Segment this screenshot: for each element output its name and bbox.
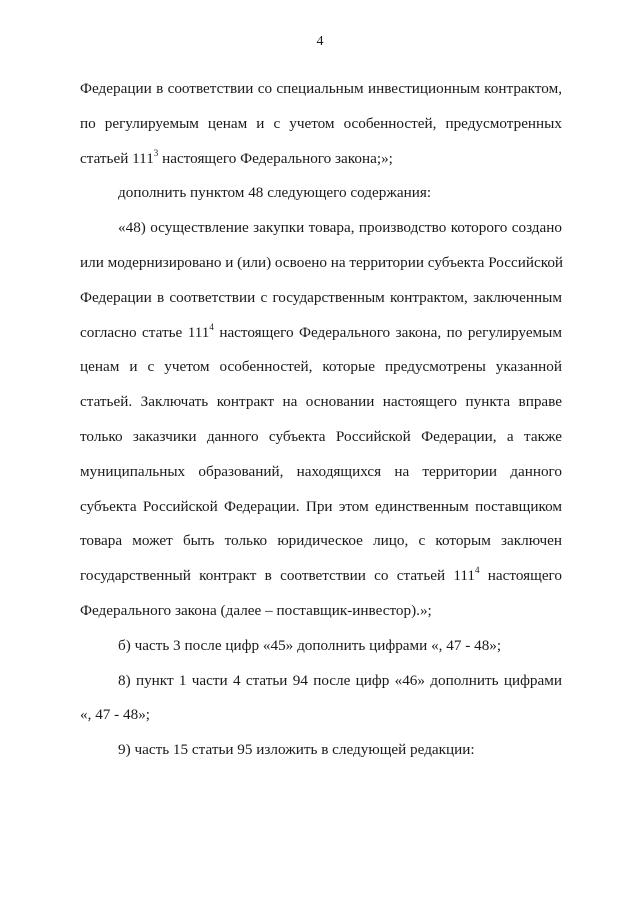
paragraph (80, 629, 562, 664)
page-number: 4 (316, 34, 324, 49)
text-line: 9) часть 15 статьи 95 изложить в следующей редакции: (118, 741, 475, 759)
paragraph (80, 733, 562, 768)
superscript: 3 (153, 147, 159, 158)
text-line: по регулируемым ценам и с учетом особенностей, предусмотренных (80, 114, 562, 132)
text-line: «, 47 - 48»; (80, 706, 151, 724)
text-line: «48) осуществление закупки товара, производство которого создано (118, 219, 562, 237)
superscript: 4 (209, 321, 214, 332)
text-segment: государственный контракт в соответствии со статьей 111 (80, 567, 476, 585)
text-line: товара может быть только юридическое лицо, с которым заключен (80, 532, 562, 550)
text-segment: настоящего Федерального закона, по регулируемым (213, 323, 562, 341)
text-line: Федерации в соответствии со специальным инвестиционным контрактом, (80, 80, 562, 97)
text-line: только заказчики данного субъекта Российской Федерации, а также (80, 427, 562, 445)
text-line (80, 559, 562, 594)
paragraph (80, 211, 562, 629)
text-line: б) часть 3 после цифр «45» дополнить цифрами «, 47 - 48»; (118, 636, 502, 654)
text-line: статьей. Заключать контракт на основании настоящего пункта вправе (80, 393, 562, 411)
text-line (80, 142, 562, 177)
paragraph (80, 664, 562, 734)
text-segment: статьей 111 (80, 149, 154, 167)
text-line (80, 316, 562, 351)
paragraph (80, 72, 562, 176)
text-line: дополнить пунктом 48 следующего содержания: (118, 184, 432, 202)
document-body (80, 72, 562, 768)
text-line: Федерации в соответствии с государственным контрактом, заключенным (80, 288, 562, 306)
text-segment: настоящего Федерального закона;»; (158, 149, 393, 167)
text-line: Федерального закона (далее – поставщик-инвестор).»; (80, 601, 432, 619)
text-line: ценам и с учетом особенностей, которые предусмотрены указанной (80, 358, 562, 376)
text-line: муниципальных образований, находящихся на территории данного (80, 462, 562, 480)
text-segment: согласно статье 111 (80, 323, 210, 341)
superscript: 4 (475, 565, 480, 576)
text-segment: настоящего (479, 567, 563, 585)
paragraph (80, 176, 562, 211)
text-line: субъекта Российской Федерации. При этом единственным поставщиком (80, 497, 562, 515)
text-line: или модернизировано и (или) освоено на территории субъекта Российской (80, 253, 564, 271)
text-line: 8) пункт 1 части 4 статьи 94 после цифр «46» дополнить цифрами (118, 671, 562, 689)
